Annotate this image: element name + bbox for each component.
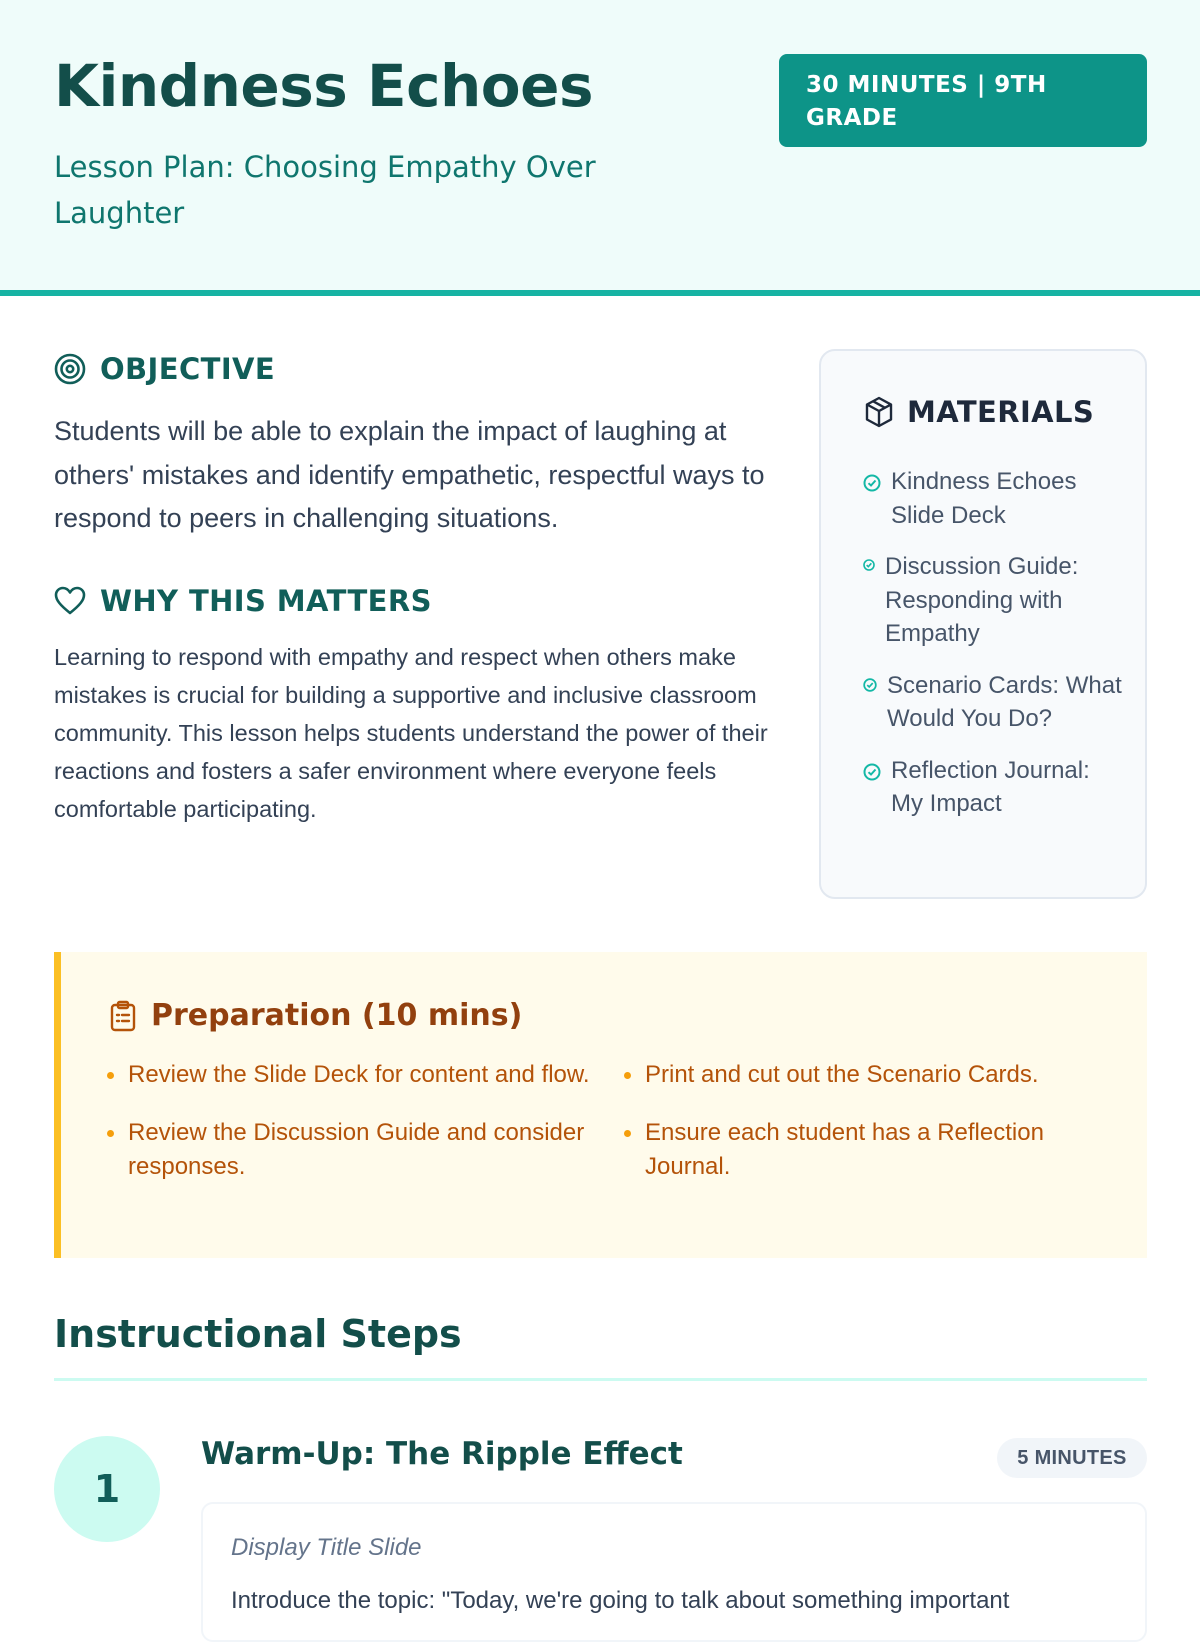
materials-heading-label: MATERIALS [907,395,1095,429]
objective-heading-label: OBJECTIVE [100,352,276,386]
step-title: Warm-Up: The Ripple Effect [201,1436,683,1472]
package-icon [863,396,895,428]
step-number: 1 [54,1436,160,1542]
why-text: Learning to respond with empathy and respect when others make mistakes is crucial for building a supportive and inclusive classroom community. This lesson helps students understand the power of their reactions and fosters a safer environment where everyone feels comfortable participating. [54,644,768,822]
check-circle-icon [863,763,881,781]
bullet-icon [107,1072,114,1079]
preparation-item-label: Print and cut out the Scenario Cards. [645,1061,1039,1088]
objective-heading [54,352,275,386]
material-item [863,754,1123,821]
material-item-label: Discussion Guide: Responding with Empathy [885,553,1079,647]
lesson-header [0,0,1200,296]
preparation-item [624,1116,1094,1184]
bullet-icon [107,1130,114,1137]
preparation-item-label: Review the Slide Deck for content and flow. [128,1061,590,1088]
page-subtitle: Lesson Plan: Choosing Empathy Over Laughter [54,150,596,230]
material-item [863,465,1123,532]
step-text: Introduce the topic: "Today, we're going to talk about something important [231,1587,1010,1614]
heart-icon [54,586,86,616]
materials-card [819,349,1147,899]
preparation-heading [109,998,522,1033]
step-card [201,1502,1147,1642]
material-item-label: Reflection Journal: My Impact [891,756,1090,817]
page-title: Kindness Echoes [54,52,593,120]
materials-list [863,465,1123,839]
why-heading-label: WHY THIS MATTERS [100,584,432,618]
step-duration-badge: 5 MINUTES [997,1438,1147,1478]
preparation-item [107,1058,624,1092]
preparation-item [107,1116,624,1184]
steps-heading: Instructional Steps [54,1312,462,1356]
material-item-label: Kindness Echoes Slide Deck [891,468,1077,529]
bullet-icon [624,1072,631,1079]
preparation-item-label: Ensure each student has a Reflection Journal. [645,1119,1044,1180]
preparation-item-label: Review the Discussion Guide and consider responses. [128,1119,585,1180]
bullet-icon [624,1130,631,1137]
duration-badge: 30 MINUTES | 9TH GRADE [779,54,1147,147]
why-heading [54,584,432,618]
step-cue: Display Title Slide [231,1534,422,1561]
check-circle-icon [863,474,881,492]
check-circle-icon [863,678,877,692]
materials-heading [863,395,1094,429]
preparation-callout [54,952,1147,1258]
check-circle-icon [863,559,875,571]
material-item [863,550,1123,651]
target-icon [54,353,86,385]
material-item [863,669,1123,736]
objective-text: Students will be able to explain the impact of laughing at others' mistakes and identify empathetic, respectful ways to respond to peers in challenging situations. [54,416,765,533]
material-item-label: Scenario Cards: What Would You Do? [887,671,1122,732]
steps-divider [54,1378,1147,1381]
preparation-item [624,1058,1094,1092]
clipboard-icon [109,1000,137,1032]
preparation-list [107,1058,1107,1184]
preparation-heading-label: Preparation (10 mins) [151,998,523,1033]
